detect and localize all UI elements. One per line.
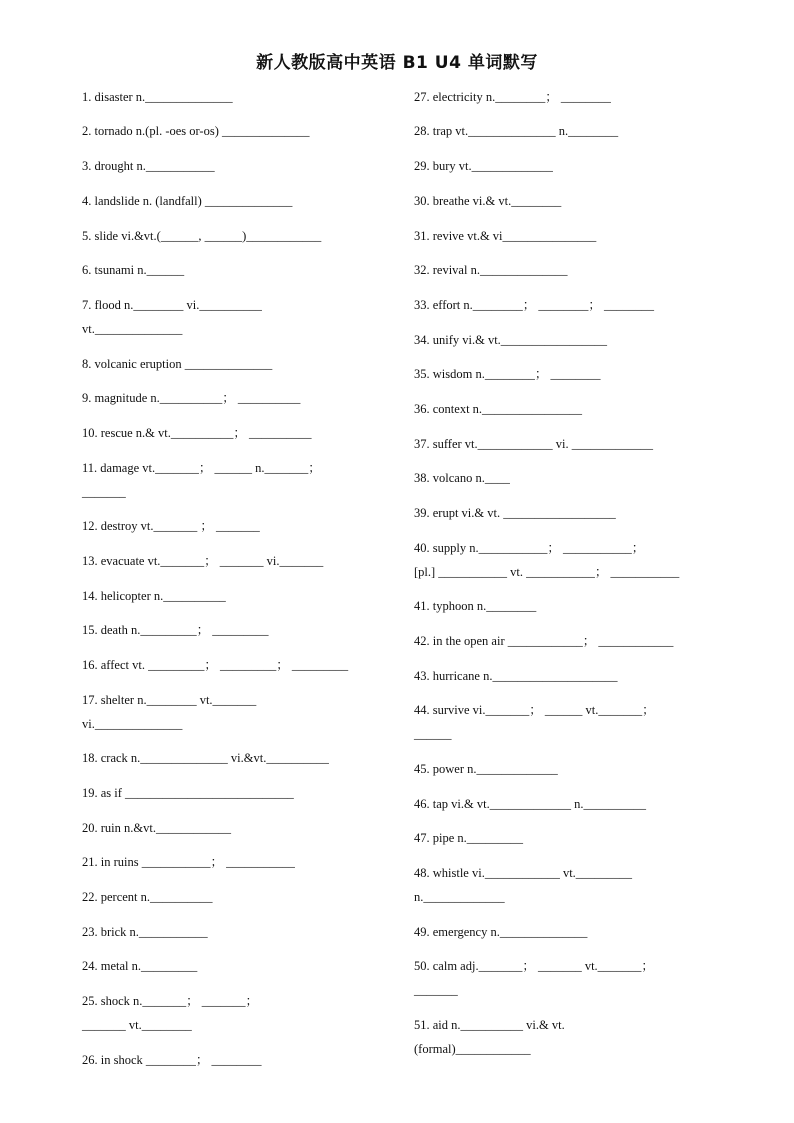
vocab-item: 27. electricity n.________； ________ (414, 90, 611, 104)
vocab-item: 44. survive vi._______； ______ vt._______； (414, 703, 655, 717)
vocab-item: 43. hurricane n.____________________ (414, 669, 618, 683)
vocab-item: 46. tap vi.& vt._____________ n.__________ (414, 797, 646, 811)
vocab-item: 48. whistle vi.____________ vt._________ (414, 866, 633, 880)
vocab-item: 14. helicopter n.__________ (82, 589, 226, 603)
vocab-item: 10. rescue n.& vt.__________； __________ (82, 426, 312, 440)
vocab-item: 8. volcanic eruption ______________ (82, 357, 273, 371)
vocab-item: 33. effort n.________； ________； ________ (414, 298, 655, 312)
vocab-item-continuation: _______ vt.________ (82, 1018, 192, 1032)
vocab-item-continuation: _______ (82, 485, 126, 499)
vocab-item: 31. revive vt.& vi_______________ (414, 229, 597, 243)
vocab-item: 40. supply n.___________； ___________； (414, 541, 645, 555)
vocab-item: 32. revival n.______________ (414, 263, 568, 277)
vocab-item-continuation: vi.______________ (82, 717, 183, 731)
vocab-item: 51. aid n.__________ vi.& vt. (414, 1018, 565, 1032)
vocab-item: 45. power n._____________ (414, 762, 558, 776)
vocab-item: 28. trap vt.______________ n.________ (414, 124, 619, 138)
vocab-item: 17. shelter n.________ vt._______ (82, 693, 257, 707)
vocab-item: 49. emergency n.______________ (414, 925, 588, 939)
page-title: 新人教版高中英语 B1 U4 单词默写 (256, 53, 538, 73)
vocab-item: 20. ruin n.&vt.____________ (82, 821, 231, 835)
vocab-item: 9. magnitude n.__________； __________ (82, 391, 301, 405)
vocab-item: 25. shock n._______； _______； (82, 994, 259, 1008)
vocab-item: 16. affect vt. _________； _________； _________ (82, 658, 349, 672)
vocab-item: 3. drought n.___________ (82, 159, 215, 173)
vocab-item: 12. destroy vt._______ ； _______ (82, 519, 260, 533)
vocab-item: 5. slide vi.&vt.(______, ______)____________ (82, 229, 322, 243)
vocab-item: 30. breathe vi.& vt.________ (414, 194, 562, 208)
vocab-item-continuation: vt.______________ (82, 322, 183, 336)
vocab-item: 26. in shock ________； ________ (82, 1053, 262, 1067)
vocab-item: 7. flood n.________ vi.__________ (82, 298, 262, 312)
vocab-item: 36. context n.________________ (414, 402, 583, 416)
vocab-item: 35. wisdom n.________； ________ (414, 367, 601, 381)
vocab-item: 4. landslide n. (landfall) ______________ (82, 194, 293, 208)
vocab-item: 39. erupt vi.& vt. __________________ (414, 506, 616, 520)
vocab-item: 34. unify vi.& vt._________________ (414, 333, 608, 347)
vocab-item: 19. as if ___________________________ (82, 786, 294, 800)
vocab-item: 6. tsunami n.______ (82, 263, 185, 277)
vocab-item: 42. in the open air ____________； ____________ (414, 634, 674, 648)
vocab-item: 18. crack n.______________ vi.&vt.__________ (82, 751, 329, 765)
vocab-item: 13. evacuate vt._______； _______ vi._______ (82, 554, 324, 568)
vocab-item-continuation: (formal)____________ (414, 1042, 531, 1056)
vocab-item: 29. bury vt._____________ (414, 159, 553, 173)
vocab-item: 24. metal n._________ (82, 959, 198, 973)
vocab-item: 23. brick n.___________ (82, 925, 208, 939)
vocab-item: 50. calm adj._______； _______ vt._______； (414, 959, 654, 973)
vocab-item-continuation: n._____________ (414, 890, 505, 904)
vocab-item-continuation: ______ (414, 727, 452, 741)
vocab-item: 37. suffer vt.____________ vi. _____________ (414, 437, 653, 451)
vocab-item: 38. volcano n.____ (414, 471, 510, 485)
vocab-item: 15. death n._________； _________ (82, 623, 269, 637)
vocab-item: 47. pipe n._________ (414, 831, 524, 845)
vocab-item: 41. typhoon n.________ (414, 599, 537, 613)
vocab-item: 21. in ruins ___________； ___________ (82, 855, 295, 869)
vocab-item: 1. disaster n.______________ (82, 90, 233, 104)
vocab-item-continuation: [pl.] ___________ vt. ___________； ___________ (414, 565, 680, 579)
vocab-item: 2. tornado n.(pl. -oes or-os) ______________ (82, 124, 310, 138)
vocab-item: 22. percent n.__________ (82, 890, 213, 904)
vocab-item-continuation: _______ (414, 983, 458, 997)
vocab-item: 11. damage vt._______； ______ n._______； (82, 461, 321, 475)
